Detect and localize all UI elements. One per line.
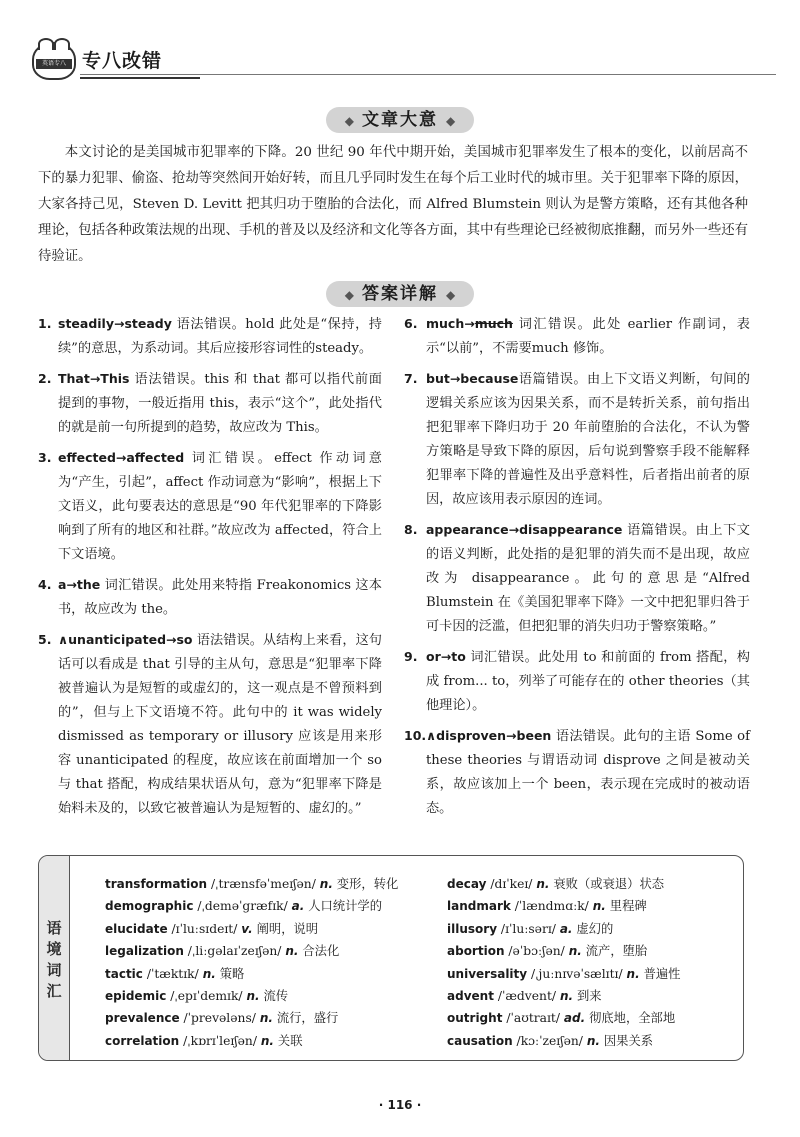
answer-item-2: 2. That→This 语法错误。this 和 that 都可以指代前面提到的事物，一般近指用 this，表示“这个”，此处指代的就是前一句所提到的趋势，故应改为 This。 xyxy=(38,371,382,435)
answer-item-9: 9. or→to 词汇错误。此处用 to 和前面的 from 搭配，构成 from... to，列举了可能存在的 other theories（其他理论）。 xyxy=(404,649,750,713)
vocab-row xyxy=(447,918,737,940)
vocab-pos: a. xyxy=(559,921,573,936)
vocab-word: illusory xyxy=(447,921,498,936)
vocab-row xyxy=(447,873,737,895)
vocab-pos: n. xyxy=(285,944,299,959)
vocab-row xyxy=(447,940,737,962)
vocab-meaning: 流产，堕胎 xyxy=(581,944,648,959)
vocab-meaning: 因果关系 xyxy=(599,1033,654,1048)
vocab-pos: ad. xyxy=(563,1011,586,1026)
vocab-pron: /ˈprevələns/ xyxy=(179,1011,260,1026)
vocab-pron: /ɪˈluːsɪdeɪt/ xyxy=(167,921,242,936)
vocab-pron: /ˌkɒrɪˈleɪʃən/ xyxy=(179,1033,261,1048)
answer-item-7: 7. but→because语篇错误。由上下文语义判断，句间的逻辑关系应该为因果关系，而不是转折关系，前句指出把犯罪率下降归功于 20 年前堕胎的合法化，不认为警方策略是导致下降的原因，后句说到警察手段不能解释犯罪率下降的普遍性及出乎意料性，后者指出前者的原因，故应该用表示原因的连词。 xyxy=(404,371,750,507)
book-logo-icon: 英语专八 xyxy=(32,42,76,80)
vocab-pos: n. xyxy=(559,988,574,1003)
vocab-row xyxy=(105,873,425,895)
vocab-row xyxy=(105,918,425,940)
vocab-word: decay xyxy=(447,877,487,891)
answers-left-column xyxy=(38,312,382,827)
vocab-pos: n. xyxy=(586,1033,600,1048)
vocab-meaning: 流传 xyxy=(259,988,289,1003)
vocab-word: legalization xyxy=(105,944,184,959)
vocab-row xyxy=(105,985,425,1007)
summary-title: ◆ 文章大意 ◆ xyxy=(326,107,474,133)
vocab-label-text: 语 境 词 汇 xyxy=(46,919,62,1000)
vocab-label xyxy=(39,856,70,1060)
vocab-pos: n. xyxy=(568,944,582,959)
vocab-row xyxy=(105,1007,425,1029)
vocab-meaning: 彻底地，全部地 xyxy=(585,1011,676,1026)
vocab-pron: /ˌdeməˈgræfɪk/ xyxy=(193,899,292,914)
vocab-left-column xyxy=(105,873,425,1052)
vocab-pron: /ˌliːgəlaɪˈzeɪʃən/ xyxy=(183,944,286,959)
vocab-pos: v. xyxy=(241,921,253,936)
vocab-word: transformation xyxy=(105,877,208,891)
vocab-word: causation xyxy=(447,1033,513,1048)
vocab-pos: n. xyxy=(259,1011,273,1026)
vocab-pron: /ˈlændmɑːk/ xyxy=(510,899,593,914)
vocab-box xyxy=(38,855,744,1061)
answers-title: ◆ 答案详解 ◆ xyxy=(326,281,474,307)
vocab-pron: /əˈbɔːʃən/ xyxy=(504,944,569,959)
vocab-meaning: 关联 xyxy=(273,1033,303,1048)
answer-item-10: 10. ∧disproven→been 语法错误。此句的主语 Some of these theories 与谓语动词 disprove 之间是被动关系，故应该加上一个 been，表示现在完成时的被动语态。 xyxy=(404,728,750,816)
vocab-word: elucidate xyxy=(105,921,168,936)
vocab-pron: /ˌjuːnɪvəˈsælɪtɪ/ xyxy=(527,966,627,981)
vocab-word: prevalence xyxy=(105,1011,180,1026)
vocab-pron: /ˈaʊtraɪt/ xyxy=(502,1011,564,1026)
vocab-pron: /ɪˈluːsərɪ/ xyxy=(497,921,560,936)
vocab-meaning: 到来 xyxy=(573,988,602,1003)
vocab-word: demographic xyxy=(105,899,194,914)
vocab-pos: n. xyxy=(536,877,550,891)
answer-item-5: 5. ∧unanticipated→so 语法错误。从结构上来看，这句话可以看成是 that 引导的主从句，意思是“犯罪率下降被普遍认为是短暂的或虚幻的，这一观点是不曾预料到的”，但与上下文语境不符。此句中的 it was widely dismissed as temporary or illusory 应该是用来形容 unanticipated 的程度，故应该在前面增加一个 so 与 that 搭配，构成结果状语从句，意为“犯罪率下降是始料未及的，以致它被普遍认为是短暂的、虚幻的。” xyxy=(38,632,382,816)
vocab-meaning: 人口统计学的 xyxy=(304,899,383,914)
vocab-row xyxy=(447,1030,737,1052)
vocab-pos: n. xyxy=(246,988,260,1003)
vocab-row xyxy=(105,963,425,985)
vocab-pron: /ˈtæktɪk/ xyxy=(142,966,203,981)
vocab-pron: /kɔːˈzeɪʃən/ xyxy=(512,1033,587,1048)
page-number: · 116 · xyxy=(378,1098,422,1112)
vocab-pron: /ˌtrænsfəˈmeɪʃən/ xyxy=(207,877,320,891)
vocab-pos: n. xyxy=(260,1033,274,1048)
vocab-meaning: 策略 xyxy=(215,966,245,981)
vocab-pos: n. xyxy=(202,966,216,981)
vocab-meaning: 普遍性 xyxy=(639,966,681,981)
header-title: 专八改错 xyxy=(82,50,163,72)
vocab-pos: a. xyxy=(291,899,305,914)
vocab-meaning: 变形，转化 xyxy=(332,877,399,891)
vocab-word: advent xyxy=(447,988,494,1003)
vocab-row xyxy=(447,985,737,1007)
vocab-pron: /ˌepɪˈdemɪk/ xyxy=(166,988,247,1003)
vocab-meaning: 里程碑 xyxy=(605,899,647,914)
answer-item-1: 1. steadily→steady 语法错误。hold 此处是“保持，持续”的意思，为系动词。其后应接形容词性的steady。 xyxy=(38,316,382,356)
answers-right-column xyxy=(404,312,750,827)
vocab-row xyxy=(105,895,425,917)
answer-item-3: 3. effected→affected 词汇错误。effect 作动词意为“产生，引起”，affect 作动词意为“影响”，根据上下文语义，此句要表达的意思是“90 年代犯罪率的下降影响到了所有的地区和社群。”故应改为 affected，符合上下文语境。 xyxy=(38,450,382,562)
vocab-row xyxy=(447,1007,737,1029)
vocab-pos: n. xyxy=(592,899,606,914)
vocab-pos: n. xyxy=(626,966,640,981)
vocab-right-column xyxy=(447,873,737,1052)
answer-item-6: 6. much→much 词汇错误。此处 earlier 作副词，表示“以前”，不需要much 修饰。 xyxy=(404,316,750,356)
vocab-pron: /dɪˈkeɪ/ xyxy=(486,877,537,891)
vocab-meaning: 流行，盛行 xyxy=(272,1011,339,1026)
vocab-word: tactic xyxy=(105,966,143,981)
vocab-word: epidemic xyxy=(105,988,167,1003)
answer-item-4: 4. a→the 词汇错误。此处用来特指 Freakonomics 这本书，故应改为 the。 xyxy=(38,577,382,617)
vocab-pos: n. xyxy=(319,877,333,891)
vocab-row xyxy=(447,963,737,985)
vocab-row xyxy=(105,940,425,962)
page-header xyxy=(24,40,776,80)
vocab-word: universality xyxy=(447,966,528,981)
vocab-word: correlation xyxy=(105,1033,180,1048)
summary-paragraph: 本文讨论的是美国城市犯罪率的下降。20 世纪 90 年代中期开始，美国城市犯罪率发生了根本的变化，以前居高不下的暴力犯罪、偷盗、抢劫等突然间开始好转，而且几乎同时发生在每个后工业时代的城市里。关于犯罪率下降的原因，大家各持己见，Steven D. Levitt 把其归功于堕胎的合法化，而 Alfred Blumstein 则认为是警方策略，还有其他各种理论，包括各种政策法规的出现、手机的普及以及经济和文化等各方面，其中有些理论已经被彻底推翻，而另外一些还有待验证。 xyxy=(38,145,748,264)
vocab-row xyxy=(447,895,737,917)
vocab-meaning: 虚幻的 xyxy=(572,921,614,936)
vocab-pron: /ˈædvent/ xyxy=(493,988,560,1003)
header-rule xyxy=(80,74,776,75)
answer-item-8: 8. appearance→disappearance 语篇错误。由上下文的语义判断，此处指的是犯罪的消失而不是出现，故应改为 disappearance。此句的意思是“Alfred Blumstein 在《美国犯罪率下降》一文中把犯罪归咎于可卡因的泛滥，但把犯罪的消失归功于警察策略。” xyxy=(404,522,750,634)
vocab-word: landmark xyxy=(447,899,511,914)
vocab-word: outright xyxy=(447,1011,503,1026)
vocab-row xyxy=(105,1030,425,1052)
vocab-meaning: 衰败（或衰退）状态 xyxy=(549,877,665,891)
vocab-word: abortion xyxy=(447,944,505,959)
vocab-meaning: 合法化 xyxy=(298,944,340,959)
vocab-meaning: 阐明，说明 xyxy=(252,921,319,936)
